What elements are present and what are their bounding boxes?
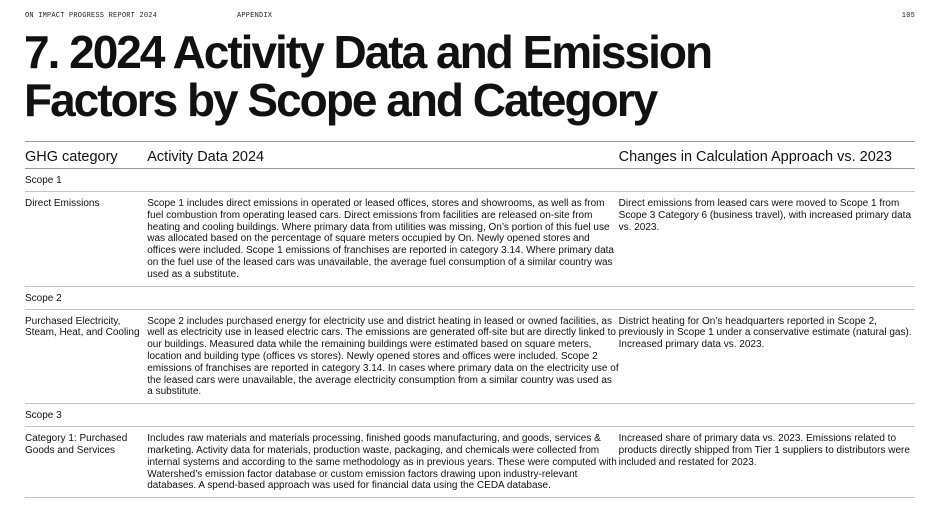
category-cell: Category 1: Purchased Goods and Services <box>25 427 147 498</box>
scope-2-heading: Scope 2 <box>25 286 915 309</box>
page-title-line-1: 7. 2024 Activity Data and Emission <box>24 26 712 78</box>
changes-cell: Increased share of primary data vs. 2023. Emissions related to products directly shipped from Tier 1 suppliers to distributors were included and restated for 2023. <box>619 427 915 498</box>
activity-cell: Scope 1 includes direct emissions in operated or leased offices, stores and showrooms, as well as from fuel combustion from operating leased cars. Direct emissions from facilities are released on-site from heating and cooling buildings. Where primary data from utilities was missing, On’s portion of this fuel use was allocated based on the percentage of square meters occupied by On. Newly opened stores and offices were included. Scope 1 emissions of franchises are reported in category 3.14. Where primary data on the fuel use of the leased cars was unavailable, the average fuel consumption of a similar country was used as a substitute. <box>147 192 618 287</box>
table-row <box>25 309 915 404</box>
running-header <box>25 12 915 24</box>
activity-cell: Scope 2 includes purchased energy for electricity use and district heating in leased or owned facilities, as well as electricity use in leased electric cars. The emissions are generated off-site but are directly linked to our buildings. Measured data while the remaining buildings were estimated based on square meters, location and building type (offices vs stores). Newly opened stores and offices were included. Scope 2 emissions of franchises are reported in category 3.14. In cases where primary data on the electricity use of the leased cars were unavailable, the average electricity consumption from a similar country was used as a substitute. <box>147 309 618 404</box>
section-label: APPENDIX <box>237 12 273 20</box>
scope-heading-row <box>25 286 915 309</box>
column-header-changes: Changes in Calculation Approach vs. 2023 <box>619 142 915 169</box>
category-cell: Direct Emissions <box>25 192 147 287</box>
scope-1-heading: Scope 1 <box>25 169 915 192</box>
scope-3-heading: Scope 3 <box>25 404 915 427</box>
scope-heading-row <box>25 404 915 427</box>
scope-heading-row <box>25 169 915 192</box>
activity-cell: Includes raw materials and materials processing, finished goods manufacturing, and goods, services & marketing. Activity data for materials, production waste, packaging, and chemicals were collected from internal systems and according to the same methodology as in previous years. These were computed with Watershed’s emission factor database or custom emission factors drawing upon industry-relevant databases. A spend-based approach was used for financial data using the CEDA database. <box>147 427 618 498</box>
emissions-table <box>25 141 915 498</box>
report-name: ON IMPACT PROGRESS REPORT 2024 <box>25 12 158 20</box>
page-number: 105 <box>901 12 915 20</box>
changes-cell: Direct emissions from leased cars were moved to Scope 1 from Scope 3 Category 6 (business travel), with increased primary data vs. 2023. <box>619 192 915 287</box>
table-row <box>25 192 915 287</box>
table-row <box>25 427 915 498</box>
table-header-row <box>25 142 915 169</box>
page-title <box>24 28 904 124</box>
category-cell: Purchased Electricity, Steam, Heat, and Cooling <box>25 309 147 404</box>
column-header-activity-data: Activity Data 2024 <box>147 142 618 169</box>
changes-cell: District heating for On’s headquarters reported in Scope 2, previously in Scope 1 under a conservative estimate (natural gas). Increased primary data vs. 2023. <box>619 309 915 404</box>
column-header-ghg-category: GHG category <box>25 142 147 169</box>
page-title-line-2: Factors by Scope and Category <box>24 74 657 126</box>
